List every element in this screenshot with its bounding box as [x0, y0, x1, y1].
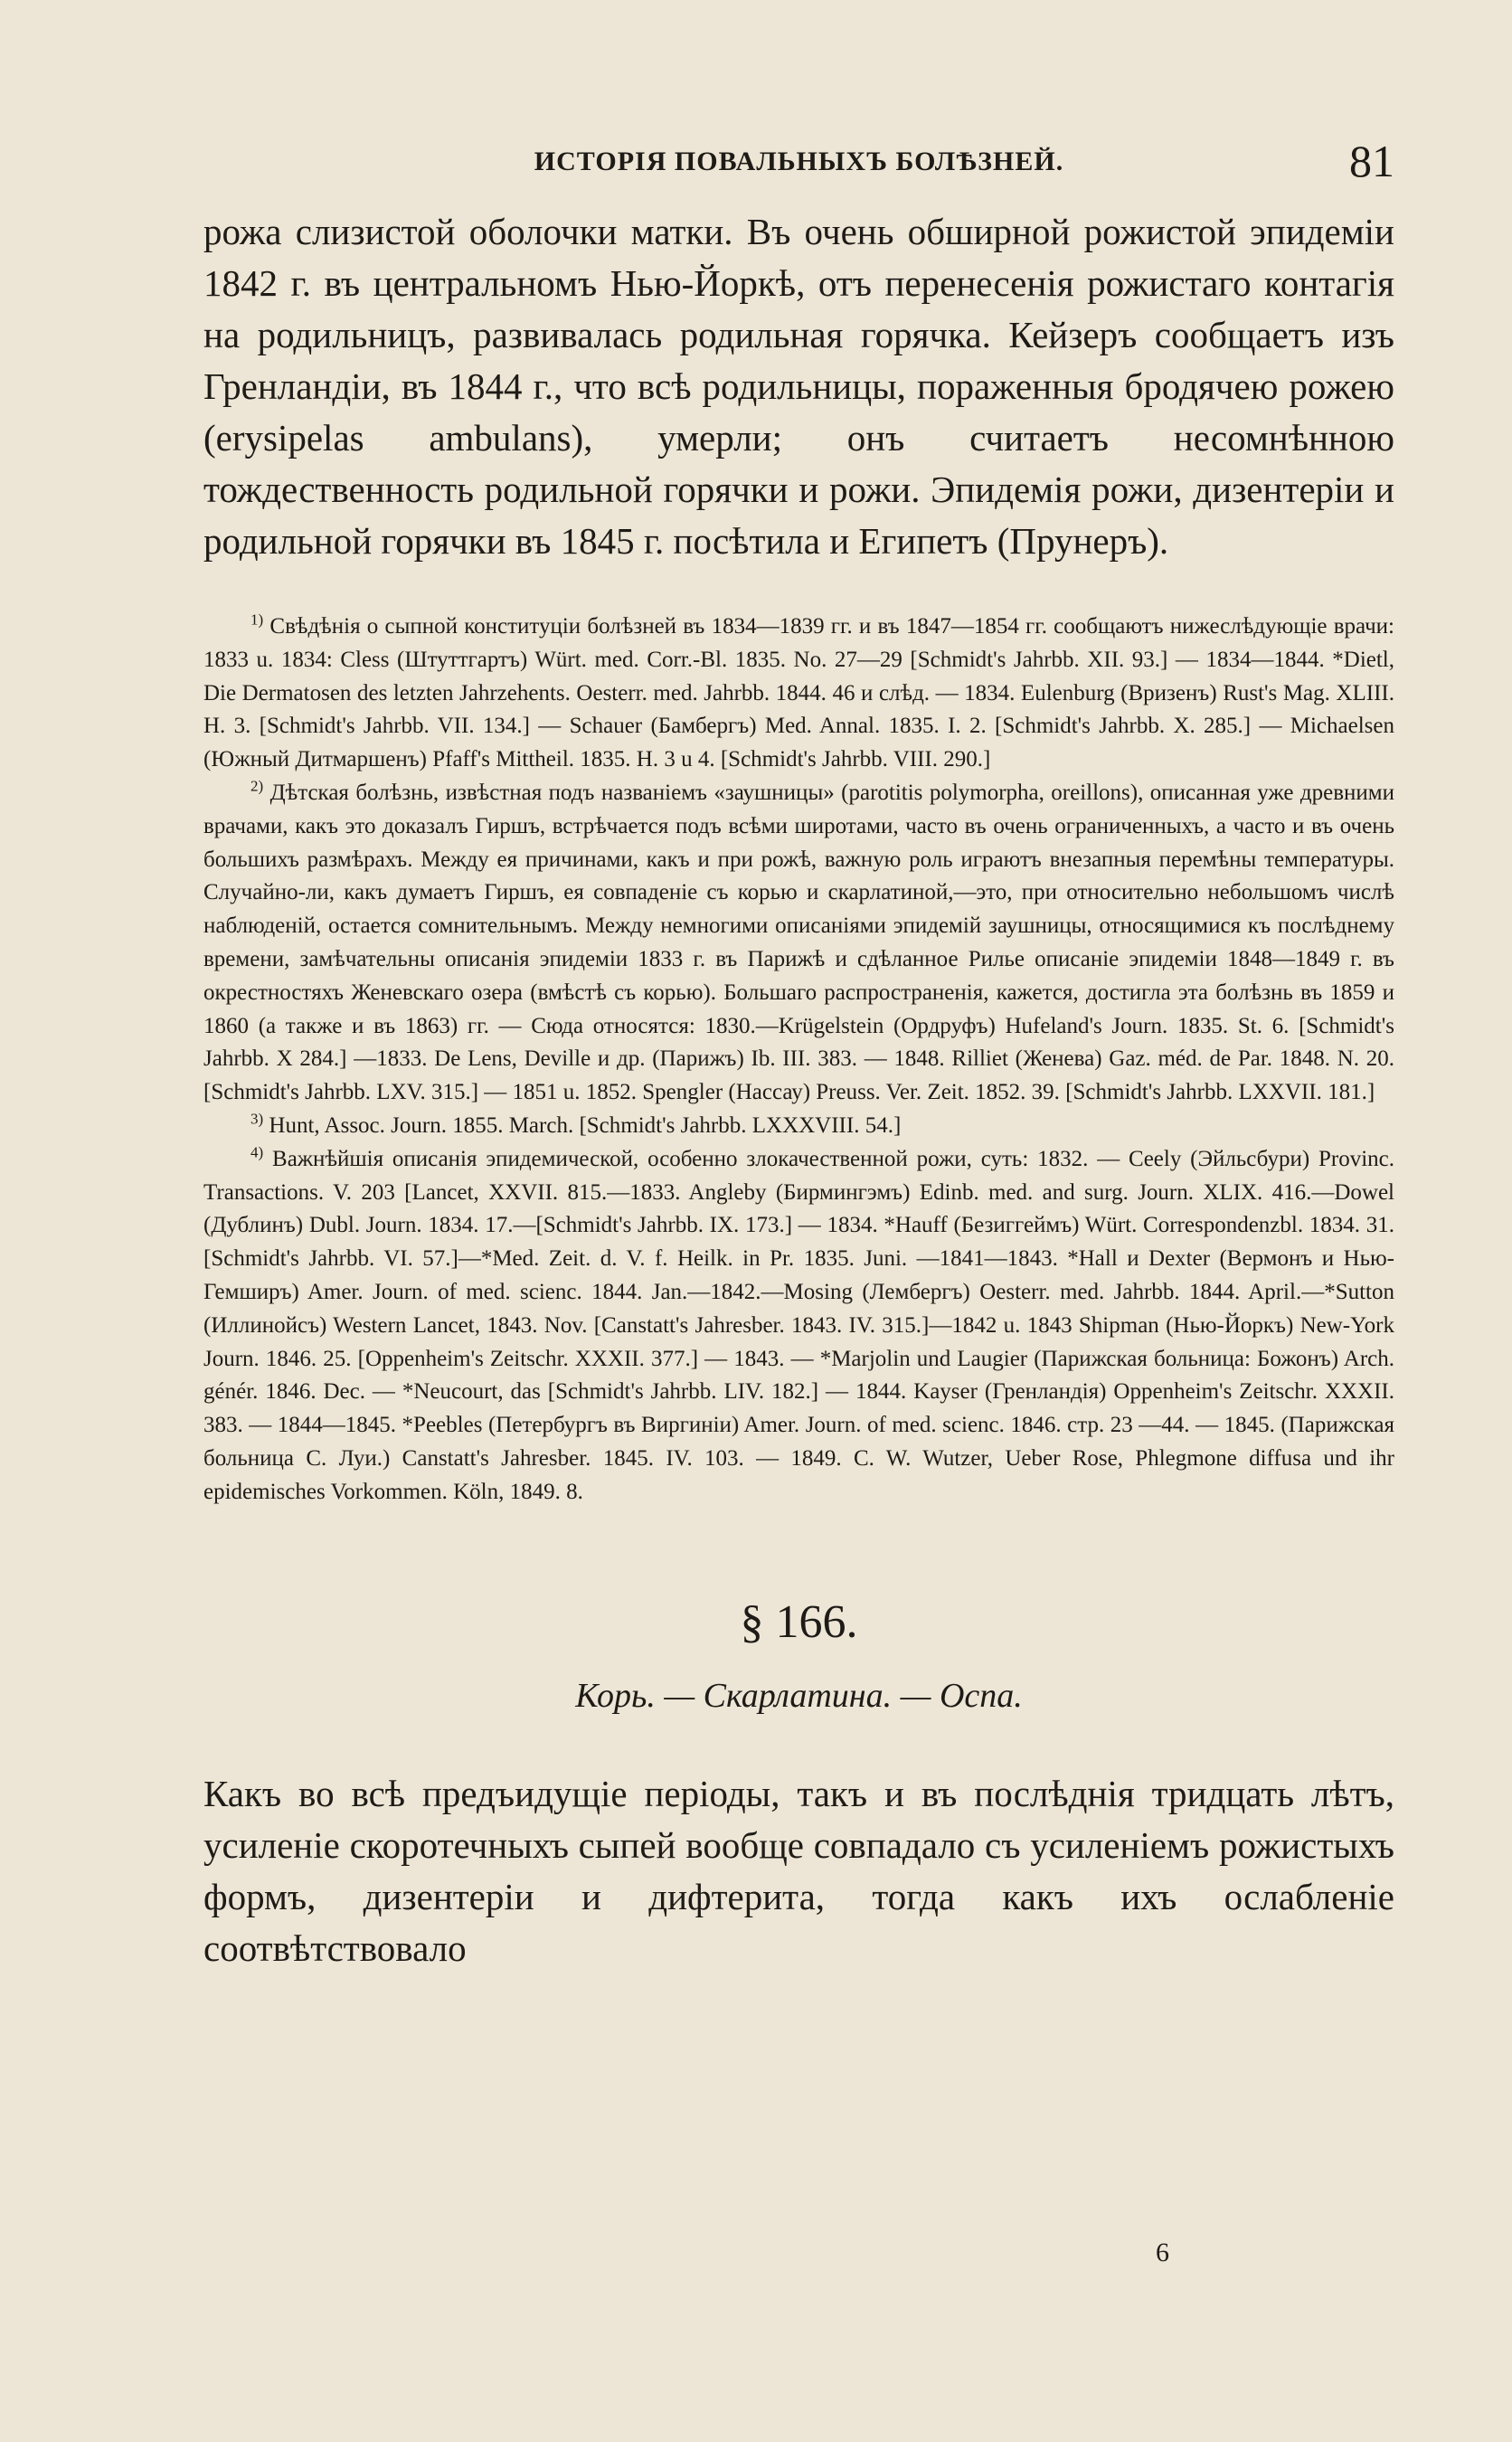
footnote-3: [203, 1110, 1394, 1143]
footnote-1: [203, 610, 1394, 777]
footnote-2: [203, 777, 1394, 1110]
footnote-mark: 4): [250, 1143, 264, 1161]
main-text: [203, 206, 1394, 567]
footnote-text: Свѣдѣнія о сыпной конституціи болѣзней въ 1834—1839 гг. и въ 1847—1854 гг. сообщаютъ нижеслѣдующіе врачи: 1833 u. 1834: Cless (Штуттгартъ) Würt. med. Corr.-Bl. 1835. No. 27—29 [Schmidt's Jahrbb. XII. 93.] — 1834—1844. *Dietl, Die Dermatosen des letzten Jahrzehents. Oesterr. med. Jahrbb. 1844. 46 и слѣд. — 1834. Eulenburg (Вризенъ) Rust's Mag. XLIII. H. 3. [Schmidt's Jahrbb. VII. 134.] — Schauer (Бамбергъ) Med. Annal. 1835. I. 2. [Schmidt's Jahrbb. X. 285.] — Michaelsen (Южный Дитмаршенъ) Pfaff's Mittheil. 1835. H. 3 u 4. [Schmidt's Jahrbb. VIII. 290.]: [203, 614, 1395, 772]
running-head: ИСТОРІЯ ПОВАЛЬНЫХЪ БОЛѢЗНЕЙ.: [534, 147, 1064, 176]
footnote-mark: 3): [250, 1110, 264, 1128]
footnote-text: Важнѣйшія описанія эпидемической, особенно злокачественной рожи, суть: 1832. — Ceely (Эйльсбури) Provinc. Transactions. V. 203 [Lancet, XXVII. 815.—1833. Angleby (Бирмингэмъ) Edinb. med. and surg. Journ. XLIX. 416.—Dowel (Дублинъ) Dubl. Journ. 1834. 17.—[Schmidt's Jahrbb. IX. 173.] — 1834. *Hauff (Безиггеймъ) Würt. Correspondenzbl. 1834. 31. [Schmidt's Jahrbb. VI. 57.]—*Med. Zeit. d. V. f. Heilk. in Pr. 1835. Juni. —1841—1843. *Hall и Dexter (Вермонъ и Нью-Гемширъ) Amer. Journ. of med. scienc. 1844. Jan.—1842.—Mosing (Лембергъ) Oesterr. med. Jahrbb. 1844. April.—*Sutton (Иллинойсъ) Western Lancet, 1843. Nov. [Canstatt's Jahresber. 1843. IV. 315.]—1842 u. 1843 Shipman (Нью-Йоркъ) New-York Journ. 1846. 25. [Oppenheim's Zeitschr. XXXII. 377.] — 1843. — *Marjolin und Laugier (Парижская больница: Божонъ) Arch. génér. 1846. Dec. — *Neucourt, das [Schmidt's Jahrbb. LIV. 182.] — 1844. Kayser (Гренландія) Oppenheim's Zeitschr. XXXII. 383. — 1844—1845. *Peebles (Петербургъ въ Виргиніи) Amer. Journ. of med. scienc. 1846. стр. 23 —44. — 1845. (Парижская больница С. Луи.) Canstatt's Jahresber. 1845. IV. 103. — 1849. C. W. Wutzer, Ueber Rose, Phlegmone diffusa und ihr epidemisches Vorkommen. Köln, 1849. 8.: [203, 1146, 1394, 1504]
signature-mark: 6: [1156, 2238, 1169, 2267]
section-paragraph: Какъ во всѣ предъидущіе періоды, такъ и въ послѣднія тридцать лѣтъ, усиленіе скоротечныхъ сыпей вообще совпадало съ усиленіемъ рожистыхъ формъ, дизентеріи и дифтерита, тогда какъ ихъ ослабленіе соотвѣтствовало: [203, 1772, 1394, 1969]
section-number: § 166.: [740, 1595, 858, 1648]
page-number: 81: [1349, 136, 1394, 186]
section-text: [203, 1768, 1394, 1974]
footnote-text: Дѣтская болѣзнь, извѣстная подъ названіемъ «заушницы» (parotitis polymorpha, oreillons), описанная уже древними врачами, какъ это доказалъ Гиршъ, встрѣчается подъ всѣми широтами, часто въ очень ограниченныхъ, а часто и въ очень большихъ размѣрахъ. Между ея причинами, какъ и при рожѣ, важную роль играютъ внезапныя перемѣны температуры. Случайно-ли, какъ думаетъ Гиршъ, ея совпаденіе съ корью и скарлатиной,—это, при относительно небольшомъ числѣ наблюденій, остается сомнительнымъ. Между немногими описаніями эпидемій заушницы, относящимися къ послѣднему времени, замѣчательны описанія эпидеміи 1833 г. въ Парижѣ и сдѣланное Рилье описаніе эпидеміи 1848—1849 г. въ окрестностяхъ Женевскаго озера (вмѣстѣ съ корью). Большаго распространенія, кажется, достигла эта болѣзнь въ 1859 и 1860 (а также и въ 1863) гг. — Сюда относятся: 1830.—Krügelstein (Ордруфъ) Hufeland's Journ. 1835. St. 6. [Schmidt's Jahrbb. X 284.] —1833. De Lens, Deville и др. (Парижъ) Ib. III. 383. — 1848. Rilliet (Женева) Gaz. méd. de Par. 1848. N. 20. [Schmidt's Jahrbb. LXV. 315.] — 1851 u. 1852. Spengler (Нассау) Preuss. Ver. Zeit. 1852. 39. [Schmidt's Jahrbb. LXXVII. 181.]: [203, 780, 1395, 1105]
page-header: [203, 136, 1394, 192]
section-subtitle: Корь. — Скарлатина. — Оспа.: [575, 1676, 1023, 1715]
footnote-4: [203, 1143, 1394, 1510]
footnote-mark: 2): [250, 777, 264, 795]
main-paragraph: рожа слизистой оболочки матки. Въ очень обширной рожистой эпидеміи 1842 г. въ центральномъ Нью-Йоркѣ, отъ перенесенія рожистаго контагія на родильницъ, развивалась родильная горячка. Кейзеръ сообщаетъ изъ Гренландіи, въ 1844 г., что всѣ родильницы, пораженныя бродячею рожею (erysipelas ambulans), умерли; онъ считаетъ несомнѣнною тождественность родильной горячки и рожи. Эпидемія рожи, дизентеріи и родильной горячки въ 1845 г. посѣтила и Египетъ (Прунеръ).: [203, 211, 1394, 562]
footnote-mark: 1): [250, 610, 264, 629]
footnote-text: Hunt, Assoc. Journ. 1855. March. [Schmidt's Jahrbb. LXXXVIII. 54.]: [269, 1112, 902, 1138]
footnotes: [203, 610, 1394, 1510]
